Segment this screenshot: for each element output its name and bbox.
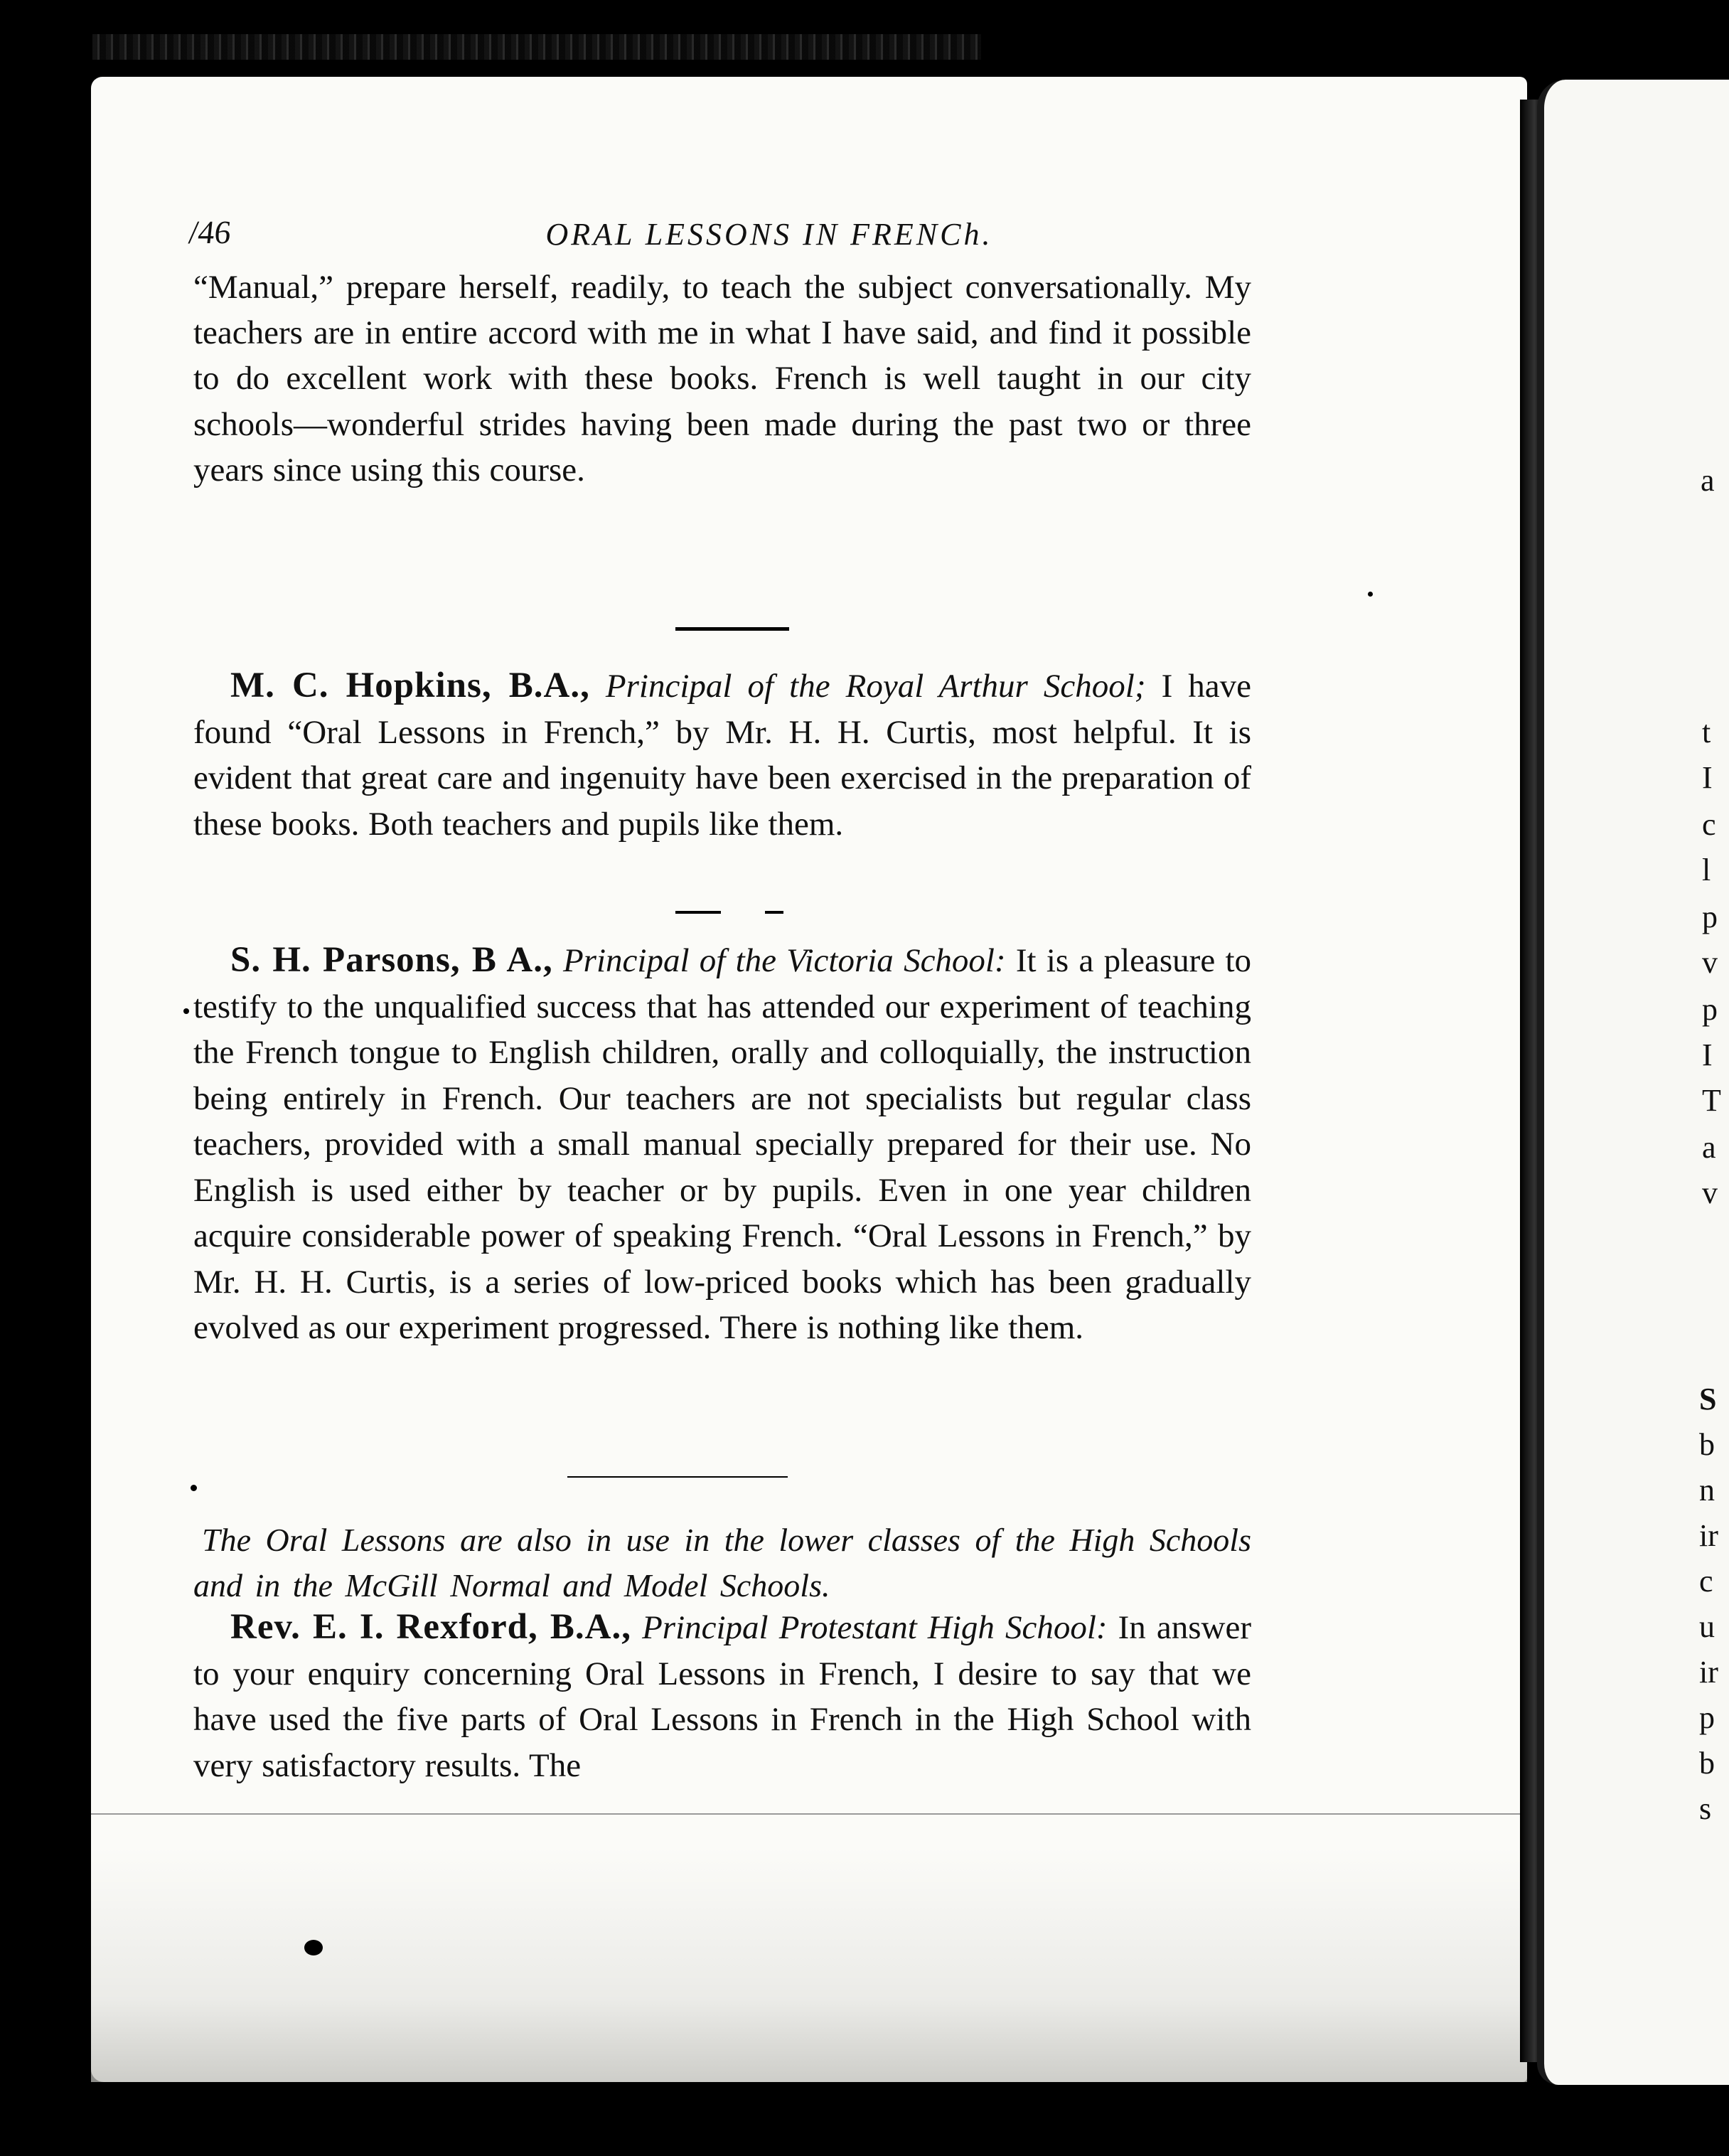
intro-paragraph: “Manual,” prepare herself, readily, to teach the subject conversationally. My teachers are in entire accord with me in what I have said, and find it possible to do excellent work with these books. French is well taught in our city schools—wonderful strides having been made during the past two or three years since using this course. (193, 269, 1251, 489)
adjacent-page-glyph: ir (1699, 1518, 1718, 1553)
adjacent-page-glyph: l (1702, 853, 1711, 887)
scan-fold-line (91, 1813, 1527, 1815)
adjacent-page-glyph: a (1701, 463, 1715, 498)
adjacent-page-glyph: I (1702, 760, 1713, 795)
testimonial-parsons (193, 937, 1251, 1351)
testimonial-text: In answer to your enquiry concerning Oral Lessons in French, I desire to say that we have used the five parts of Oral Lessons in French in the High School with very satisfactory results. The (193, 1609, 1252, 1784)
testimonial-role: Principal Protestant High School: (642, 1609, 1108, 1646)
section-rule (675, 911, 721, 914)
adjacent-page-glyph: v (1702, 945, 1718, 980)
testimonial-text: I have found “Oral Lessons in French,” by Mr. H. H. Curtis, most helpful. It is evident that great care and ingenuity have been exercised in the preparation of these books. Both teachers and pupils like them. (193, 668, 1252, 843)
adjacent-page-glyph: T (1702, 1083, 1721, 1118)
running-head: ORAL LESSONS IN FRENCh. (545, 217, 993, 252)
testimonial-text: It is a pleasure to testify to the unqualified success that has attended our experiment of teaching the French tongue to English children, orally and colloquially, the instruction being entirely in French. Our teachers are not specialists but regular class teachers, provided with a small manual specially prepared for their use. No English is used either by teacher or by pupils. Even in one year children acquire considerable power of speaking French. “Oral Lessons in French,” by Mr. H. H. Curtis, is a series of low-priced books which has been gradually evolved as our experiment progressed. There is nothing like them. (193, 942, 1252, 1346)
page-number: /46 (187, 214, 233, 250)
section-rule (765, 911, 783, 914)
adjacent-page-glyph: p (1702, 992, 1718, 1027)
testimonial-name: S. H. Parsons, B A., (230, 940, 553, 980)
ink-blot (304, 1940, 323, 1955)
adjacent-page-glyph: s (1699, 1791, 1712, 1826)
testimonial-rexford (193, 1604, 1251, 1788)
adjacent-page-glyph: c (1702, 807, 1716, 842)
adjacent-page-glyph: I (1702, 1037, 1713, 1072)
page-shade (91, 1847, 1527, 2082)
speck (183, 1008, 189, 1014)
adjacent-page-glyph: n (1699, 1473, 1715, 1507)
adjacent-page-glyph: p (1702, 900, 1718, 934)
adjacent-page-glyph: v (1702, 1175, 1718, 1210)
adjacent-page-glyph: ir (1699, 1655, 1718, 1690)
section-rule (567, 1476, 788, 1478)
adjacent-page (1537, 80, 1729, 2085)
adjacent-page-glyph: S (1699, 1382, 1717, 1416)
speck (1368, 592, 1373, 597)
usage-note: The Oral Lessons are also in use in the lower classes of the High Schools and in the McGill Normal and Model Schools. (193, 1522, 1251, 1603)
testimonial-role: Principal of the Victoria School: (562, 942, 1006, 979)
adjacent-page-glyph: t (1702, 715, 1711, 749)
adjacent-page-glyph: b (1699, 1746, 1715, 1781)
adjacent-page-glyph: c (1699, 1564, 1713, 1599)
testimonial-role: Principal of the Royal Arthur School; (605, 668, 1146, 705)
testimonial-hopkins (193, 663, 1251, 847)
testimonial-name: M. C. Hopkins, B.A., (230, 666, 590, 705)
adjacent-page-glyph: p (1699, 1700, 1715, 1735)
adjacent-page-glyph: u (1699, 1609, 1715, 1644)
speck (191, 1485, 197, 1491)
scan-top-band (92, 34, 981, 60)
testimonial-name: Rev. E. I. Rexford, B.A., (230, 1607, 631, 1647)
adjacent-page-glyph: a (1702, 1130, 1716, 1165)
adjacent-page-glyph: b (1699, 1427, 1715, 1462)
section-rule (675, 627, 789, 631)
